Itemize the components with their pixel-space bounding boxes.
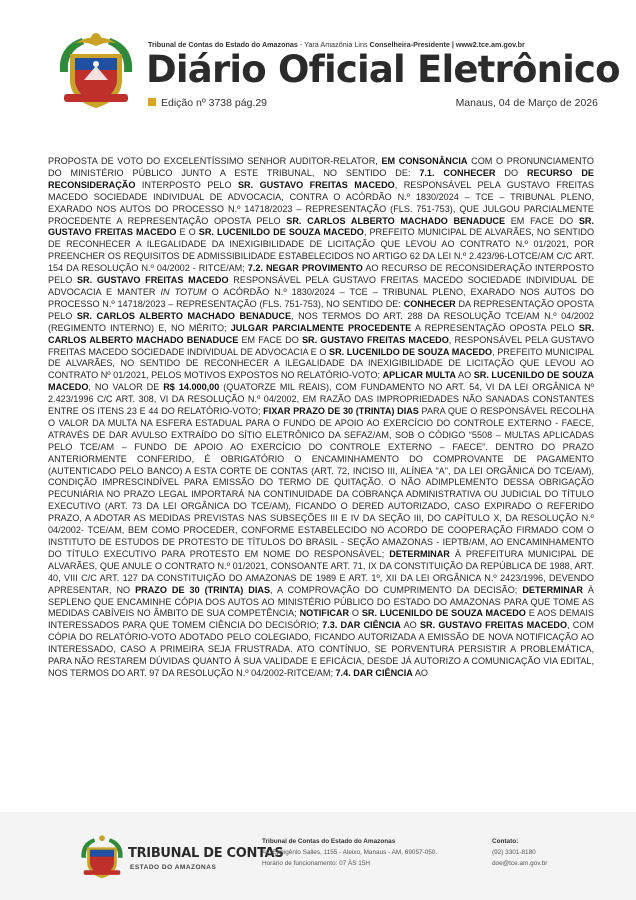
footer-info [262,836,437,869]
bold-text-run: SR. LUCENILDO DE SOUZA MACEDO [48,370,594,393]
bold-text-run: SR. GUSTAVO FREITAS MACEDO [419,620,568,631]
footer-contact [492,836,547,869]
bold-text-run: NOTIFICAR [299,608,350,619]
bold-text-run: SR. LUCENILDO DE SOUZA MACEDO [361,608,526,619]
bold-text-run: SR. GUSTAVO FREITAS MACEDO [76,275,229,286]
bold-text-run: EM CONSONÂNCIA [381,156,468,166]
bold-text-run: JULGAR PARCIALMENTE PROCEDENTE [230,322,412,333]
text-run: , COM CÓPIA DO RELATÓRIO-VOTO ADOTADO PELO COLEGIADO, FICANDO AUTORIZADA A EMISSÃO DE NOVA NOTIFICAÇÃO AO INTERESSADO, CASO A PRIMEIRA SEJA FRUSTRADA. ATO CONTÍNUO, SE PORVENTURA PERSISTIR A PROBLEMÁTICA, PARA NÃO RESTAREM DÚVIDAS QUANTO À SUA VALIDADE E EFICÁCIA, DESDE JÁ AUTORIZO A COMUNICAÇÃO VIA EDITAL, NOS TERMOS DO ART. 97 DA RESOLUÇÃO N.º 04/2002-RITCE/AM; [48,620,594,678]
bold-text-run: SR. LUCENILDO DE SOUZA MACEDO [198,227,364,238]
text-run: , A COMPROVAÇÃO DO CUMPRIMENTO DA DECISÃO; [270,584,523,595]
bold-text-run: DETERMINAR [389,548,450,559]
text-run: EM FACE DO [238,334,302,345]
footer-brand-title: TRIBUNAL DE CONTAS [128,846,284,861]
text-run: O [349,608,362,619]
header-website: | www2.tce.am.gov.br [449,40,525,49]
text-run: DA REPRESENTAÇÃO OPOSTA PELO [48,298,594,321]
text-run: , PREFEITO MUNICIPAL DE ALVARÃES, NO SENTIDO DE RECONHECER A ILEGALIDADE DA INEXIGIBILIDADE DE LICITAÇÃO QUE LEVOU AO CONTRATO Nº 01/2021, PELOS MOTIVOS EXPOSTOS NO RELATÓRIO-VOTO; [48,346,594,381]
text-run: AO [400,620,420,631]
text-run: , PREFEITO MUNICIPAL DE ALVARÃES, NO SENTIDO DE RECONHECER A ILEGALIDADE DA INEXIGIBILIDADE DE LICITAÇÃO QUE LEVOU AO CONTRATO N.º 01/2021, POR PREENCHER OS REQUISITOS DE ADMISSIBILIDADE ESTABELECIDOS NO ARTIGO 62 DA LEI N.º 2.423/96-LOTCE/AM C/C ART. 154 DA RESOLUÇÃO N.º 04/2002 - RITCE/AM; [48,227,595,274]
footer-phone: (92) 3301-8180 [492,849,536,856]
document-body [48,156,594,680]
footer-email-link[interactable]: doe@tce.am.gov.br [492,860,548,867]
footer-contact-title: Contato: [492,838,519,845]
issue-date: Manaus, 04 de Março de 2026 [455,97,598,109]
text-run: AO [456,370,474,381]
president-name: - Yara Amazônia Lins [297,40,370,49]
org-name: Tribunal de Contas do Estado do Amazonas [148,40,298,49]
text-run: , RESPONSÁVEL PELA GUSTAVO FREITAS MACEDO SOCIEDADE INDIVIDUAL DE ADVOCACIA E O [48,334,595,357]
edition-square-icon [148,98,156,106]
text-run: PROPOSTA DE VOTO DO EXCELENTÍSSIMO SENHOR AUDITOR-RELATOR, [48,156,382,166]
text-run: COM O PRONUNCIAMENTO DO MINISTÉRIO PÚBLICO JUNTO A ESTE TRIBUNAL, NO SENTIDO DE: [48,156,594,178]
bold-text-run: APLICAR MULTA [382,370,456,381]
text-run: INTERPOSTO PELO [135,179,238,190]
page-header [0,0,636,118]
page-title: Diário Oficial Eletrônico [146,48,620,91]
bold-text-run: FIXAR PRAZO DE 30 (TRINTA) DIAS [263,406,419,417]
text-run: EM FACE DO [505,215,579,226]
text-run: AO RECURSO DE RECONSIDERAÇÃO INTERPOSTO PELO [48,263,594,286]
text-run: , NOS TERMOS DO ART. 288 DA RESOLUÇÃO TCE/AM N.º 04/2002 (REGIMENTO INTERNO) E, NO MÉRITO; [48,310,594,333]
text-run: (QUATORZE MIL REAIS), COM FUNDAMENTO NO ART. 54, VI DA LEI ORGÂNICA Nº 2.423/1996 C/C ART. 308, VI DA RESOLUÇÃO N.º 04/2002, EM RAZÃO DAS IMPROPRIEDADES NÃO SANADAS CONSTANTES ENTRE OS ITENS 23 E 44 DO RELATÓRIO-VOTO; [48,382,594,417]
text-run: A REPRESENTAÇÃO OPOSTA PELO [411,322,579,333]
page-footer [0,812,636,900]
edition-text: Edição nº 3738 pág.29 [161,97,268,109]
text-run: O ACÓRDÃO N.º 1830/2024 – TCE – TRIBUNAL PLENO, EXARADO NOS AUTOS DO PROCESSO N.º 14718/2023 – REPRESENTAÇÃO (FLS. 751-753), NO SENTIDO DE: [48,286,594,309]
italic-text-run: IN TOTUM [160,286,207,297]
bold-text-run: SR. GUSTAVO FREITAS MACEDO [237,179,395,190]
footer-address: Av. Ephigênio Salles, 1155 - Aleixo, Manaus - AM, 69057-050. [262,849,438,856]
footer-info-title: Tribunal de Contas do Estado do Amazonas [262,838,396,845]
bold-text-run: SR. CARLOS ALBERTO MACHADO BENADUCE [48,322,595,345]
text-run: RESPONSÁVEL PELA GUSTAVO FREITAS MACEDO SOCIEDADE INDIVIDUAL DE ADVOCACIA E MANTER [48,275,595,297]
bold-text-run: PRAZO DE 30 (TRINTA) DIAS [135,584,271,595]
footer-hours: Horário de funcionamento: 07 ÀS 15H [262,860,370,867]
text-run: AO [412,667,428,678]
text-run: , NO VALOR DE [88,382,164,393]
bold-text-run: RECURSO DE RECONSIDERAÇÃO [48,167,594,190]
bold-text-run: 7.4. DAR CIÊNCIA [335,667,413,678]
tce-crest-icon [54,24,138,114]
president-role: Conselheira-Presidente [369,40,450,49]
bold-text-run: 7.2. NEGAR PROVIMENTO [247,263,363,274]
bold-text-run: CONHECER [403,298,456,309]
bold-text-run: DETERMINAR [522,584,583,595]
edition-label [148,97,267,109]
bold-text-run: SR. CARLOS ALBERTO MACHADO BENADUCE [286,215,506,226]
text-run: DO [495,167,527,178]
bold-text-run: SR. GUSTAVO FREITAS MACEDO [301,334,449,345]
text-run: PARA QUE O RESPONSÁVEL RECOLHA O VALOR DA MULTA NA ESFERA ESTADUAL PARA O FUNDO DE APOIO AO EXERCÍCIO DO CONTROLE EXTERNO - FAECE, ATRAVÉS DE DAR AVULSO EXTRAÍDO DO SÍTIO ELETRÔNICO DA SEFAZ/AM, SOB O CÓDIGO “5508 – MULTAS APLICADAS PELO TCE/AM – FUNDO DE APOIO AO EXERCÍCIO DO CONTROLE EXTERNO – FAECE”. DENTRO DO PRAZO ANTERIORMENTE CONFERIDO, É OBRIGATÓRIO O ENCAMINHAMENTO DO COMPROVANTE DE PAGAMENTO (AUTENTICADO PELO BANCO) A ESTA CORTE DE CONTAS (ART. 72, INCISO III, ALÍNEA "A", DA LEI ORGÂNICA DO TCE/AM), CONDIÇÃO IMPRESCINDÍVEL PARA EMISSÃO DO TERMO DE QUITAÇÃO. O NÃO ADIMPLEMENTO DESSA OBRIGAÇÃO PECUNIÁRIA NO PRAZO LEGAL IMPORTARÁ NA CONTINUIDADE DA COBRANÇA ADMINISTRATIVA OU JUDICIAL DO TÍTULO EXECUTIVO (ART. 73 DA LEI ORGÂNICA DO TCE/AM), FICANDO O DERED AUTORIZADO, CASO EXPIRADO O REFERIDO PRAZO, A ADOTAR AS MEDIDAS PREVISTAS NAS SUBSEÇÕES III E IV DA SEÇÃO III, DO CAPÍTULO X, DA RESOLUÇÃO N.º 04/2002- TCE/AM, BEM COMO PROCEDER, CONFORME ESTABELECIDO NO ACORDO DE COOPERAÇÃO FIRMADO COM O INSTITUTO DE ESTUDOS DE PROTESTO DE TÍTULOS DO BRASIL - SEÇÃO AMAZONAS - IEPTB/AM, AO ENCAMINHAMENTO DO TÍTULO EXECUTIVO PARA PROTESTO EM NOME DO RESPONSÁVEL; [48,406,594,559]
text-run: , RESPONSÁVEL PELA GUSTAVO FREITAS MACEDO SOCIEDADE INDIVIDUAL DE ADVOCACIA, CONTRA O ACÓRDÃO N.º 1830/2024 – TCE – TRIBUNAL PLENO, EXARADO NOS AUTOS DO PROCESSO N.º 14718/2023 – REPRESENTAÇÃO (FLS. 751-753), QUE JULGOU PARCIALMENTE PROCEDENTE A REPRESENTAÇÃO OPOSTA PELO [48,179,594,226]
bold-text-run: 7.3. DAR CIÊNCIA [322,620,401,631]
bold-text-run: SR. GUSTAVO FREITAS MACEDO [48,215,594,238]
text-run: À PREFEITURA MUNICIPAL DE ALVARÃES, QUE ANULE O CONTRATO N.º 01/2021, CONSOANTE ART. 71, IX DA CONSTITUIÇÃO DA REPÚBLICA DE 1988, ART. 40, VIII C/C ART. 127 DA CONSTITUIÇÃO DO AMAZONAS DE 1989 E ART. 1º, XII DA LEI ORGÂNICA N.º 2423/1996, DEVENDO APRESENTAR, NO [48,548,594,595]
bold-text-run: R$ 14.000,00 [163,382,220,393]
text-run: E AOS DEMAIS INTERESSADOS PARA QUE TOMEM CIÊNCIA DO DECISÓRIO; [48,608,594,631]
footer-brand-subtitle: ESTADO DO AMAZONAS [130,864,217,871]
bold-text-run: SR. CARLOS ALBERTO MACHADO BENADUCE [76,310,292,321]
bold-text-run: SR. LUCENILDO DE SOUZA MACEDO [329,346,493,357]
text-run: À SEPLENO QUE ENCAMINHE CÓPIA DOS AUTOS AO MINISTÉRIO PÚBLICO DO ESTADO DO AMAZONAS PARA QUE TOME AS MEDIDAS CABÍVEIS NO ÂMBITO DE SUA COMPETÊNCIA; [48,584,594,619]
footer-crest-icon [78,830,126,882]
bold-text-run: 7.1. CONHECER [419,167,496,178]
text-run: E O [176,227,199,238]
